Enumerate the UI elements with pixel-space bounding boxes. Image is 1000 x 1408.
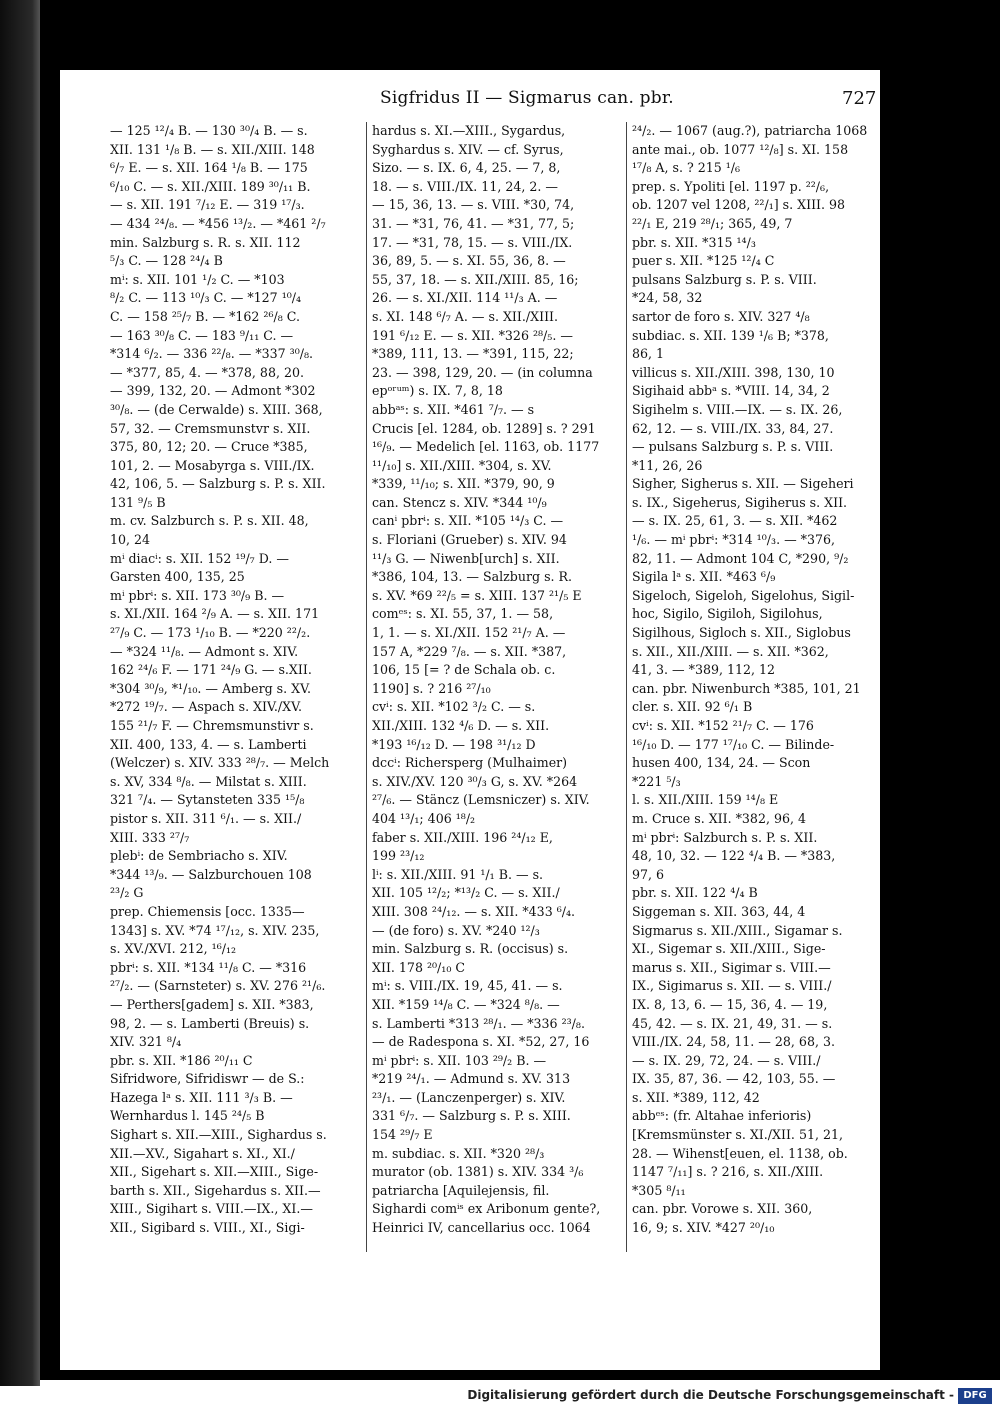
text-line: m. cv. Salzburch s. P. s. XII. 48, — [110, 513, 309, 529]
text-line: ²⁷/₂. — (Sarnsteter) s. XV. 276 ²¹/₆. — [110, 978, 326, 994]
text-line: sartor de foro s. XIV. 327 ⁴/₈ — [632, 308, 810, 324]
text-line: patriarcha [Aquilejensis, fil. — [372, 1182, 550, 1198]
text-line: XII./XIII. 132 ⁴/₆ D. — s. XII. — [372, 718, 550, 733]
text-line: Syghardus s. XIV. — cf. Syrus, — [372, 141, 564, 157]
text-line: Sigeloch, Sigeloh, Sigelohus, Sigil- — [632, 587, 855, 603]
text-line: XIII. 333 ²⁷/₇ — [110, 829, 190, 845]
text-line: Sifridwore, Sifridiswr — de S.: — [110, 1071, 305, 1087]
text-line: m. Cruce s. XII. *382, 96, 4 — [632, 810, 807, 826]
text-line: Siggeman s. XII. 363, 44, 4 — [632, 903, 806, 919]
text-line: murator (ob. 1381) s. XIV. 334 ³/₆ — [372, 1164, 584, 1180]
text-line: abbᵃˢ: s. XII. *461 ⁷/₇. — s — [372, 401, 535, 417]
text-line: s. XV./XVI. 212, ¹⁶/₁₂ — [110, 941, 237, 957]
text-line: XI., Sigemar s. XII./XIII., Sige- — [632, 941, 826, 957]
text-line: ²⁷/₆. — Stäncz (Lemsniczer) s. XIV. — [372, 792, 590, 808]
text-line: — 125 ¹²/₄ B. — 130 ³⁰/₄ B. — s. — [110, 123, 308, 138]
text-line: 157 A, *229 ⁷/₈. — s. XII. *387, — [372, 643, 567, 659]
text-line: ⁶/₁₀ C. — s. XII./XIII. 189 ³⁰/₁₁ B. — [110, 178, 311, 194]
text-line: s. XV, 334 ⁸/₈. — Milstat s. XIII. — [110, 773, 307, 789]
text-line: Sigihelm s. VIII.—IX. — s. IX. 26, — [632, 401, 843, 417]
text-line: ³⁰/₈. — (de Cerwalde) s. XIII. 368, — [110, 401, 323, 417]
text-line: 321 ⁷/₄. — Sytansteten 335 ¹⁵/₈ — [110, 792, 305, 808]
column-1 — [110, 122, 360, 1238]
text-line: — *324 ¹¹/₈. — Admont s. XIV. — [110, 643, 299, 659]
text-line: prep. s. Ypoliti [el. 1197 p. ²²/₆, — [632, 178, 830, 194]
text-line: 82, 11. — Admont 104 C, *290, ⁹/₂ — [632, 550, 849, 566]
text-line: [Kremsmünster s. XI./XII. 51, 21, — [632, 1127, 844, 1143]
text-line: Sigmarus s. XII./XIII., Sigamar s. — [632, 922, 843, 938]
text-line: ¹¹/₃ G. — Niwenb[urch] s. XII. — [372, 550, 560, 566]
text-line: can. pbr. Niwenburch *385, 101, 21 — [632, 680, 861, 696]
column-3 — [632, 122, 882, 1238]
text-line: — s. XII. 191 ⁷/₁₂ E. — 319 ¹⁷/₃. — [110, 197, 305, 213]
text-line: ¹¹/₁₀] s. XII./XIII. *304, s. XV. — [372, 457, 552, 473]
text-line: subdiac. s. XII. 139 ¹/₆ B; *378, — [632, 327, 829, 343]
text-line: 28. — Wihenst[euen, el. 1138, ob. — [632, 1145, 848, 1161]
text-line: husen 400, 134, 24. — Scon — [632, 755, 811, 771]
footer-credit: Digitalisierung gefördert durch die Deutsche Forschungsgemeinschaft - — [467, 1388, 954, 1402]
text-line: s. XIV./XV. 120 ³⁰/₃ G, s. XV. *264 — [372, 773, 578, 789]
text-line: 101, 2. — Mosabyrga s. VIII./IX. — [110, 457, 315, 473]
text-line: — pulsans Salzburg s. P. s. VIII. — [632, 439, 834, 455]
text-line: — s. IX. 29, 72, 24. — s. VIII./ — [632, 1052, 821, 1068]
text-line: XIII. 308 ²⁴/₁₂. — s. XII. *433 ⁶/₄. — [372, 903, 576, 919]
column-2 — [372, 122, 622, 1238]
text-line: *389, 111, 13. — *391, 115, 22; — [372, 346, 574, 362]
text-line: — Perthers[gadem] s. XII. *383, — [110, 996, 314, 1012]
text-line: 191 ⁶/₁₂ E. — s. XII. *326 ²⁸/₅. — — [372, 327, 573, 343]
text-line: ob. 1207 vel 1208, ²²/₁] s. XIII. 98 — [632, 197, 846, 213]
text-line: Hazega lᵃ s. XII. 111 ³/₃ B. — — [110, 1089, 293, 1105]
text-line: *221 ⁵/₃ — [632, 773, 681, 789]
text-line: pbr. s. XII. *315 ¹⁴/₃ — [632, 234, 756, 250]
text-line: *386, 104, 13. — Salzburg s. R. — [372, 569, 573, 585]
text-line: — 434 ²⁴/₈. — *456 ¹³/₂. — *461 ²/₇ — [110, 215, 326, 231]
text-line: 45, 42. — s. IX. 21, 49, 31. — s. — [632, 1015, 833, 1031]
scan-left-edge — [0, 0, 40, 1408]
text-line: C. — 158 ²⁵/₇ B. — *162 ²⁶/₈ C. — [110, 308, 301, 324]
text-line: s. XII. *389, 112, 42 — [632, 1089, 760, 1105]
text-line: cler. s. XII. 92 ⁶/₁ B — [632, 699, 753, 715]
text-line: ¹⁶/₉. — Medelich [el. 1163, ob. 1177 — [372, 439, 600, 455]
text-line: 17. — *31, 78, 15. — s. VIII./IX. — [372, 234, 573, 250]
text-line: epᵒʳᵘᵐ) s. IX. 7, 8, 18 — [372, 383, 503, 399]
text-line: XII.—XV., Sigahart s. XI., XI./ — [110, 1145, 295, 1161]
text-line: 26. — s. XI./XII. 114 ¹¹/₃ A. — — [372, 290, 558, 306]
text-line: mⁱ diacⁱ: s. XII. 152 ¹⁹/₇ D. — — [110, 550, 289, 566]
text-line: ²³/₁. — (Lanczenperger) s. XIV. — [372, 1089, 566, 1105]
text-line: m. subdiac. s. XII. *320 ²⁸/₃ — [372, 1145, 545, 1161]
text-line: XII. 178 ²⁰/₁₀ C — [372, 959, 466, 975]
text-line: *24, 58, 32 — [632, 290, 703, 306]
text-line: (Welczer) s. XIV. 333 ²⁸/₇. — Melch — [110, 755, 330, 771]
text-line: Sighart s. XII.—XIII., Sighardus s. — [110, 1127, 327, 1143]
text-line: 16, 9; s. XIV. *427 ²⁰/₁₀ — [632, 1220, 775, 1236]
text-line: Crucis [el. 1284, ob. 1289] s. ? 291 — [372, 420, 596, 436]
text-line: min. Salzburg s. R. s. XII. 112 — [110, 234, 301, 250]
text-line: 86, 1 — [632, 346, 665, 362]
text-line: s. XI./XII. 164 ²/₉ A. — s. XII. 171 — [110, 606, 320, 622]
text-line: 131 ⁹/₅ B — [110, 494, 166, 510]
text-line: dccⁱ: Richersperg (Mulhaimer) — [372, 755, 568, 771]
text-line: Wernhardus l. 145 ²⁴/₅ B — [110, 1108, 265, 1124]
text-line: ⁶/₇ E. — s. XII. 164 ¹/₈ B. — 175 — [110, 160, 308, 176]
text-line: — s. IX. 25, 61, 3. — s. XII. *462 — [632, 513, 838, 529]
text-line: s. IX., Sigeherus, Sigiherus s. XII. — [632, 494, 848, 510]
text-line: ⁸/₂ C. — 113 ¹⁰/₃ C. — *127 ¹⁰/₄ — [110, 290, 302, 306]
text-line: 1147 ⁷/₁₁] s. ? 216, s. XII./XIII. — [632, 1164, 824, 1180]
text-line: IX. 35, 87, 36. — 42, 103, 55. — — [632, 1071, 836, 1087]
text-line: *304 ³⁰/₉, *¹/₁₀. — Amberg s. XV. — [110, 680, 311, 696]
text-line: can. Stencz s. XIV. *344 ¹⁰/₉ — [372, 494, 547, 510]
text-line: villicus s. XII./XIII. 398, 130, 10 — [632, 364, 835, 380]
text-line: pistor s. XII. 311 ⁶/₁. — s. XII./ — [110, 810, 302, 826]
text-line: lⁱ: s. XII./XIII. 91 ¹/₁ B. — s. — [372, 866, 544, 882]
text-line: ²²/₁ E, 219 ²⁸/₁; 365, 49, 7 — [632, 215, 793, 231]
text-line: XIII., Sigihart s. VIII.—IX., XI.— — [110, 1201, 313, 1217]
text-line: s. Floriani (Grueber) s. XIV. 94 — [372, 532, 567, 548]
column-divider-1 — [366, 122, 367, 1252]
text-line: 41, 3. — *389, 112, 12 — [632, 662, 776, 678]
dfg-logo: DFG — [958, 1388, 992, 1404]
text-line: 48, 10, 32. — 122 ⁴/₄ B. — *383, — [632, 848, 836, 864]
text-line: 31. — *31, 76, 41. — *31, 77, 5; — [372, 215, 575, 231]
text-line: 57, 32. — Cremsmunstvr s. XII. — [110, 420, 311, 436]
text-line: marus s. XII., Sigimar s. VIII.— — [632, 959, 831, 975]
text-line: 23. — 398, 129, 20. — (in columna — [372, 364, 593, 380]
column-divider-2 — [626, 122, 627, 1252]
text-line: *314 ⁶/₂. — 336 ²²/₈. — *337 ³⁰/₈. — [110, 346, 314, 362]
text-line: ²⁷/₉ C. — 173 ¹/₁₀ B. — *220 ²²/₂. — [110, 625, 311, 641]
text-line: *339, ¹¹/₁₀; s. XII. *379, 90, 9 — [372, 476, 555, 492]
text-line: s. XII., XII./XIII. — s. XII. *362, — [632, 643, 829, 659]
text-line: — *377, 85, 4. — *378, 88, 20. — [110, 364, 304, 380]
text-line: 404 ¹³/₁; 406 ¹⁸/₂ — [372, 810, 476, 826]
text-line: ²⁴/₂. — 1067 (aug.?), patriarcha 1068 — [632, 123, 868, 138]
text-line: mⁱ pbrⁱ: Salzburch s. P. s. XII. — [632, 829, 818, 845]
text-line: *272 ¹⁹/₇. — Aspach s. XIV./XV. — [110, 699, 303, 715]
text-line: 42, 106, 5. — Salzburg s. P. s. XII. — [110, 476, 326, 492]
text-line: Sighardi comⁱˢ ex Aribonum gente?, — [372, 1201, 601, 1217]
text-line: 331 ⁶/₇. — Salzburg s. P. s. XIII. — [372, 1108, 571, 1124]
text-line: s. Lamberti *313 ²⁸/₁. — *336 ²³/₈. — [372, 1015, 585, 1031]
text-line: abbᵉˢ: (fr. Altahae inferioris) — [632, 1108, 812, 1124]
text-line: s. XI. 148 ⁶/₇ A. — s. XII./XIII. — [372, 308, 559, 324]
text-line: — 399, 132, 20. — Admont *302 — [110, 383, 316, 399]
text-line: plebⁱ: de Sembriacho s. XIV. — [110, 848, 288, 864]
text-line: XII. *159 ¹⁴/₈ C. — *324 ⁸/₈. — — [372, 996, 560, 1012]
text-line: prep. Chiemensis [occ. 1335— — [110, 903, 305, 919]
text-line: pulsans Salzburg s. P. s. VIII. — [632, 271, 817, 287]
text-line: 55, 37, 18. — s. XII./XIII. 85, 16; — [372, 271, 579, 287]
text-line: Sigher, Sigherus s. XII. — Sigeheri — [632, 476, 854, 492]
text-line: — 163 ³⁰/₈ C. — 183 ⁹/₁₁ C. — — [110, 327, 294, 343]
text-line: XII. 131 ¹/₈ B. — s. XII./XIII. 148 — [110, 141, 315, 157]
text-line: IX., Sigimarus s. XII. — s. VIII./ — [632, 978, 832, 994]
text-line: *344 ¹³/₉. — Salzburchouen 108 — [110, 866, 312, 882]
text-line: ¹/₆. — mⁱ pbrⁱ: *314 ¹⁰/₃. — *376, — [632, 532, 836, 548]
text-line: — (de foro) s. XV. *240 ¹²/₃ — [372, 922, 540, 938]
text-line: 199 ²³/₁₂ — [372, 848, 425, 864]
text-line: 36, 89, 5. — s. XI. 55, 36, 8. — — [372, 253, 566, 269]
text-line: XII. 400, 133, 4. — s. Lamberti — [110, 736, 307, 752]
text-line: canⁱ pbrⁱ: s. XII. *105 ¹⁴/₃ C. — — [372, 513, 564, 529]
text-line: barth s. XII., Sigehardus s. XII.— — [110, 1182, 321, 1198]
text-line: can. pbr. Vorowe s. XII. 360, — [632, 1201, 813, 1217]
text-line: *193 ¹⁶/₁₂ D. — 198 ³¹/₁₂ D — [372, 736, 536, 752]
text-line: ante mai., ob. 1077 ¹²/₈] s. XI. 158 — [632, 141, 849, 157]
text-line: 106, 15 [= ? de Schala ob. c. — [372, 662, 556, 678]
text-line: mⁱ: s. XII. 101 ¹/₂ C. — *103 — [110, 271, 285, 287]
text-line: 155 ²¹/₇ F. — Chremsmunstivr s. — [110, 718, 314, 733]
text-line: Sigihaid abbᵃ s. *VIII. 14, 34, 2 — [632, 383, 830, 399]
text-line: VIII./IX. 24, 58, 11. — 28, 68, 3. — [632, 1034, 835, 1050]
text-line: Sigilhous, Sigloch s. XII., Siglobus — [632, 625, 851, 641]
text-line: 1, 1. — s. XI./XII. 152 ²¹/₇ A. — — [372, 625, 566, 641]
text-line: pbr. s. XII. 122 ⁴/₄ B — [632, 885, 758, 901]
text-line: 18. — s. VIII./IX. 11, 24, 2. — — [372, 178, 558, 194]
text-line: cvⁱ: s. XII. *102 ³/₂ C. — s. — [372, 699, 536, 715]
text-line: pbrⁱ: s. XII. *134 ¹¹/₈ C. — *316 — [110, 959, 307, 975]
text-line: — 15, 36, 13. — s. VIII. *30, 74, — [372, 197, 575, 213]
text-line: comᵉˢ: s. XI. 55, 37, 1. — 58, — [372, 606, 554, 622]
text-line: XIV. 321 ⁸/₄ — [110, 1034, 182, 1050]
text-line: faber s. XII./XIII. 196 ²⁴/₁₂ E, — [372, 829, 553, 845]
text-line: mⁱ: s. VIII./IX. 19, 45, 41. — s. — [372, 978, 563, 994]
text-line: ²³/₂ G — [110, 885, 144, 901]
text-line: IX. 8, 13, 6. — 15, 36, 4. — 19, — [632, 996, 828, 1012]
text-line: min. Salzburg s. R. (occisus) s. — [372, 941, 569, 957]
text-line: mⁱ pbrⁱ: s. XII. 103 ²⁹/₂ B. — — [372, 1052, 547, 1068]
text-line: 375, 80, 12; 20. — Cruce *385, — [110, 439, 308, 455]
text-line: ¹⁷/₈ A, s. ? 215 ¹/₆ — [632, 160, 741, 176]
text-line: — de Radespona s. XI. *52, 27, 16 — [372, 1034, 590, 1050]
text-line: Sigila lᵃ s. XII. *463 ⁶/₉ — [632, 569, 776, 585]
text-line: XII., Sigibard s. VIII., XI., Sigi- — [110, 1220, 305, 1236]
text-line: pbr. s. XII. *186 ²⁰/₁₁ C — [110, 1052, 253, 1068]
text-line: 154 ²⁹/₇ E — [372, 1127, 433, 1143]
text-line: 10, 24 — [110, 532, 151, 548]
text-line: 97, 6 — [632, 866, 665, 882]
page-number: 727 — [842, 88, 877, 109]
text-line: hardus s. XI.—XIII., Sygardus, — [372, 123, 566, 138]
text-line: Heinrici IV, cancellarius occ. 1064 — [372, 1220, 591, 1236]
text-line: 1343] s. XV. *74 ¹⁷/₁₂, s. XIV. 235, — [110, 922, 320, 938]
text-line: cvⁱ: s. XII. *152 ²¹/₇ C. — 176 — [632, 718, 814, 733]
text-line: mⁱ pbrⁱ: s. XII. 173 ³⁰/₉ B. — — [110, 587, 285, 603]
text-line: puer s. XII. *125 ¹²/₄ C — [632, 253, 775, 269]
text-line: hoc, Sigilo, Sigiloh, Sigilohus, — [632, 606, 823, 622]
text-line: Garsten 400, 135, 25 — [110, 569, 245, 585]
text-line: ⁵/₃ C. — 128 ²⁴/₄ B — [110, 253, 223, 269]
text-line: l. s. XII./XIII. 159 ¹⁴/₈ E — [632, 792, 779, 808]
text-line: XII. 105 ¹²/₂; *¹³/₂ C. — s. XII./ — [372, 885, 560, 901]
text-line: 98, 2. — s. Lamberti (Breuis) s. — [110, 1015, 310, 1031]
text-line: XII., Sigehart s. XII.—XIII., Sige- — [110, 1164, 319, 1180]
text-line: 62, 12. — s. VIII./IX. 33, 84, 27. — [632, 420, 834, 436]
text-line: *305 ⁸/₁₁ — [632, 1182, 686, 1198]
text-line: *11, 26, 26 — [632, 457, 703, 473]
text-line: Sizo. — s. IX. 6, 4, 25. — 7, 8, — [372, 160, 561, 176]
text-line: 162 ²⁴/₆ F. — 171 ²⁴/₉ G. — s.XII. — [110, 662, 312, 678]
running-head: Sigfridus II — Sigmarus can. pbr. — [380, 88, 674, 108]
text-line: 1190] s. ? 216 ²⁷/₁₀ — [372, 680, 491, 696]
text-line: s. XV. *69 ²²/₅ = s. XIII. 137 ²¹/₅ E — [372, 587, 582, 603]
text-line: *219 ²⁴/₁. — Admund s. XV. 313 — [372, 1071, 571, 1087]
text-line: ¹⁶/₁₀ D. — 177 ¹⁷/₁₀ C. — Bilinde- — [632, 736, 835, 752]
